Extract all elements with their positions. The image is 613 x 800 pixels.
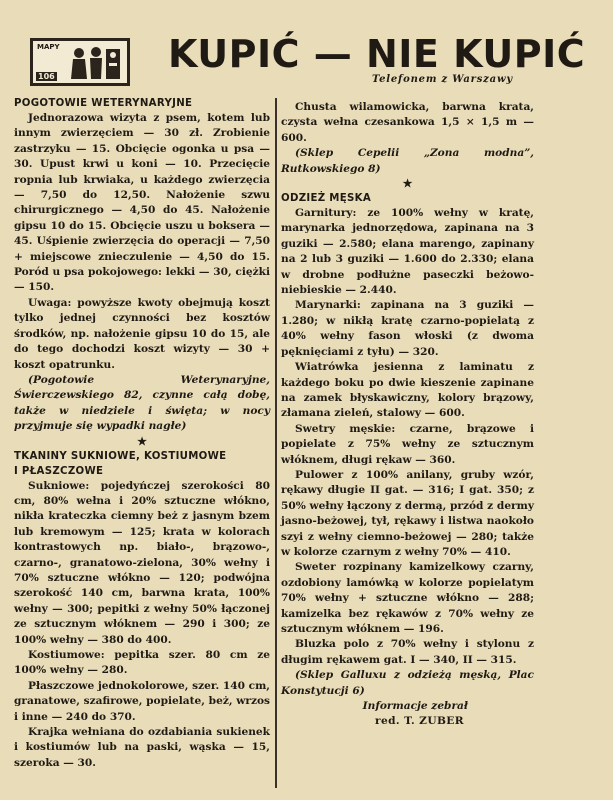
logo-top-label: MAPY <box>37 43 60 51</box>
menswear-polo: Bluzka polo z 70% wełny i stylonu z długim rękawem gat. I — 340, II — 315. <box>281 638 534 666</box>
fabrics-edging: Krajka wełniana do ozdabiania sukienek i kostiumów lub na paski, wąska — 15, szeroka — 30. <box>14 726 270 769</box>
right-column <box>281 100 534 730</box>
vet-prices: Jednorazowa wizyta z psem, kotem lub innym zwierzęciem — 30 zł. Zrobienie zastrzyku — 15. Obcięcie ogonka u psa — 30. Upust krwi u koni — 10. Przecięcie ropnia lub krwiaka, u każdego zwierzęcia — 7,50 do 12,50. Nałożenie szwu chirurgicznego — 4,50 do 45. Nałożenie gipsu 10 do 15. Obcięcie uszu u boksera — 45. Uśpienie zwierzęcia do operacji — 7,50 + miejscowe znieczulenie — 4,50 do 15. Poród u psa pokojowego: lekki — 30, ciężki — 150. <box>14 112 270 294</box>
vet-heading: POGOTOWIE WETERYNARYJNE <box>14 98 193 109</box>
fabrics-dresses: Sukniowe: pojedyńczej szerokości 80 cm, 80% wełna i 20% sztuczne włókno, nikła krateczka ciemny beż z jasnym bzem lub kremowym — 125; krata w kolorach kontrastowych np. biało-, brązowo-, czarno-, granatowo-zielona, 30% wełny i 70% sztuczne włókno — 120; podwójna szerokość 140 cm, barwna krata, 100% wełny — 300; pepitki z wełny 50% łączonej ze sztucznym włóknem — 290 i 300; ze 100% wełny — 380 do 400. <box>14 479 270 646</box>
fabrics-coats: Płaszczowe jednokolorowe, szer. 140 cm, granatowe, szafirowe, popielate, beż, wrzos i inne — 240 do 370. <box>14 679 270 723</box>
menswear-pullover: Pulower z 100% anilany, gruby wzór, rękawy długie II gat. — 316; I gat. 350; z 50% wełny łączony z dermą, przód z dermy jasno-beżowej, tył, rękawy i listwa naokoło szyi z wełny ciemno-beżowej — 280; także w kolorze czarnym z wełny 70% — 410. <box>281 468 534 558</box>
scarf-source: (Sklep Cepelii „Zona modna”, Rutkowskiego 8) <box>281 147 534 175</box>
column-divider <box>275 98 277 788</box>
fabrics-costumes: Kostiumowe: pepitka szer. 80 cm ze 100% wełny — 280. <box>14 649 270 677</box>
left-column <box>14 96 270 771</box>
star-separator: ★ <box>137 434 147 448</box>
menswear-cardigan: Sweter rozpinany kamizelkowy czarny, ozdobiony lamówką w kolorze popielatym 70% wełny + sztuczne włókno — 288; kamizelka bez rękawów z 70% wełny ze sztucznym włóknem — 196. <box>281 561 534 635</box>
page-subtitle: Telefonem z Warszawy <box>372 74 513 85</box>
menswear-suits: Garnitury: ze 100% wełny w kratę, marynarka jednorzędowa, zapinana na 3 guziki — 2.580; elana marengo, zapinany na 2 lub 3 guziki — 1.600 do 2.330; elana w drobne podłużne paseczki beżowo-niebieskie — 2.440. <box>281 207 534 297</box>
credit-line1: Informacje zebrał <box>362 700 468 713</box>
fabrics-heading-line2: I PŁASZCZOWE <box>14 465 104 477</box>
figures-illustration-icon <box>67 43 125 83</box>
star-separator: ★ <box>402 177 413 191</box>
menswear-jackets: Marynarki: zapinana na 3 guziki — 1.280; w nikłą kratę czarno-popielatą z 40% wełny fason włoski (z dwoma pęknięciami z tyłu) — 320. <box>281 299 534 358</box>
menswear-sweaters: Swetry męskie: czarne, brązowe i popielate z 75% wełny ze sztucznym włóknem, długi rękaw — 360. <box>281 422 534 466</box>
page-title: KUPIĆ — NIE KUPIĆ <box>168 32 586 76</box>
credit-author: red. T. ZUBER <box>374 715 464 728</box>
fabrics-heading-line1: TKANINY SUKNIOWE, KOSTIUMOWE <box>14 450 227 462</box>
vet-source: (Pogotowie Weterynaryjne, Świerczewskiego 82, czynne całą dobę, także w niedziele i święta; w nocy przyjmuje się wypadki nagłe) <box>14 373 270 433</box>
scarf-paragraph: Chusta wilamowicka, barwna krata, czysta wełna czesankowa 1,5 × 1,5 m — 600. <box>281 101 534 144</box>
menswear-heading: ODZIEŻ MĘSKA <box>281 193 371 205</box>
menswear-source: (Sklep Galluxu z odzieżą męską, Plac Konstytucji 6) <box>281 669 534 697</box>
menswear-windbreaker: Wiatrówka jesienna z laminatu z każdego boku po dwie kieszenie zapinane na zamek błyskawiczny, kolory brązowy, złamana zieleń, stalowy — 600. <box>281 361 534 420</box>
logo-page-number: 106 <box>38 72 55 81</box>
column-logo <box>30 38 130 86</box>
vet-note: Uwaga: powyższe kwoty obejmują koszt tylko jednej czynności bez kosztów środków, np. nałożenie gipsu 10 do 15, ale do tego dochodzi koszt wizyty — 30 + koszt opatrunku. <box>14 296 270 371</box>
